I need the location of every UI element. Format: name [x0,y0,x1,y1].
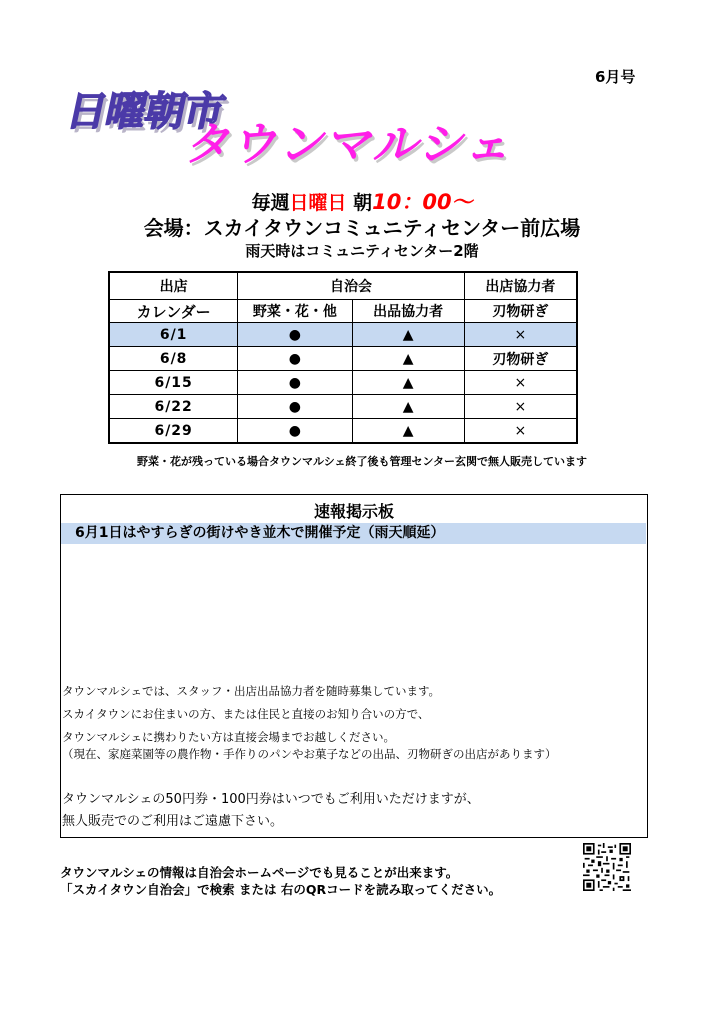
calendar-table [108,271,578,444]
header-coop-shop: 出店協力者 [464,272,577,300]
header-shop: 出店 [109,272,238,300]
header-coop: 出品協力者 [352,300,464,323]
row-date: 6/29 [109,419,238,444]
row-veg: ● [238,347,352,371]
board-line: スカイタウンにお住まいの方、または住民と直接のお知り合いの方で、 [62,707,430,721]
row-veg: ● [238,323,352,347]
header-association: 自治会 [238,272,465,300]
schedule-day: 日曜日 [289,192,347,214]
row-coop: ▲ [352,395,464,419]
board-line: タウンマルシェでは、スタッフ・出店出品協力者を随時募集しています。 [62,684,441,698]
row-sharp: 刃物研ぎ [464,347,577,371]
qr-code-icon[interactable] [583,843,631,891]
row-date: 6/1 [109,323,238,347]
footer-line: 「スカイタウン自治会」で検索 または 右のQRコードを読み取ってください。 [60,882,502,897]
unmanned-sales-note: 野菜・花が残っている場合タウンマルシェ終了後も管理センター玄関で無人販売しています [136,455,588,468]
row-coop: ▲ [352,323,464,347]
row-veg: ● [238,395,352,419]
row-sharp: × [464,395,577,419]
table-row [109,371,577,395]
row-sharp: × [464,323,577,347]
row-coop: ▲ [352,347,464,371]
bulletin-board [60,494,648,838]
row-coop: ▲ [352,419,464,444]
table-row [109,395,577,419]
row-sharp: × [464,371,577,395]
issue-label: 6月号 [595,68,636,86]
row-date: 6/22 [109,395,238,419]
bulletin-board-title: 速報掲示板 [313,502,394,521]
row-date: 6/8 [109,347,238,371]
board-line: （現在、家庭菜園等の農作物・手作りのパンやお菓子などの出品、刃物研ぎの出店があります） [62,747,557,761]
schedule-prefix: 毎週 [251,192,290,214]
title-town-marche: タウンマルシェ [181,117,521,171]
header-veg: 野菜・花・他 [238,300,352,323]
ticket-line: 無人販売でのご利用はご遠慮下さい。 [62,814,284,829]
row-date: 6/15 [109,371,238,395]
ticket-line: タウンマルシェの50円券・100円券はいつでもご利用いただけますが、 [62,792,480,807]
row-coop: ▲ [352,371,464,395]
venue-line: 会場：スカイタウンコミュニティセンター前広場 [143,216,581,240]
board-line: タウンマルシェに携わりたい方は直接会場までお越しください。 [62,730,395,744]
row-sharp: × [464,419,577,444]
header-calendar: カレンダー [109,300,238,323]
table-row [109,419,577,444]
row-veg: ● [238,419,352,444]
rain-venue-line: 雨天時はコミュニティセンター2階 [245,242,479,260]
title-sunday-market: 日曜朝市 [62,89,229,135]
table-row [109,347,577,371]
footer-line: タウンマルシェの情報は自治会ホームページでも見ることが出来ます。 [60,865,459,880]
row-veg: ● [238,371,352,395]
news-banner: 6月1日はやすらぎの街けやき並木で開催予定（雨天順延） [61,523,646,544]
schedule-morning: 朝 [353,192,373,214]
schedule-time: 10：00～ [372,190,473,214]
header-sharpening: 刃物研ぎ [464,300,577,323]
table-row [109,323,577,347]
